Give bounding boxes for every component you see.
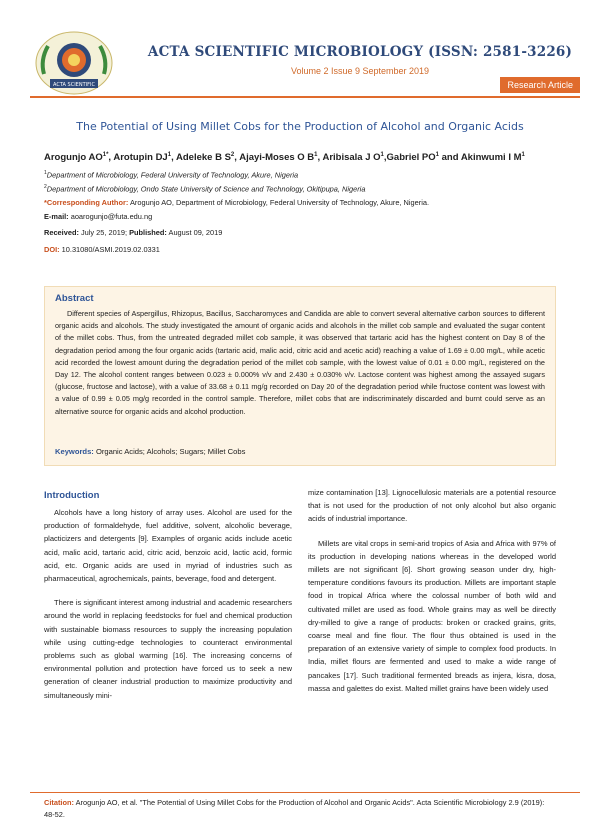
abstract-heading: Abstract <box>55 293 94 304</box>
citation: Citation: Arogunjo AO, et al. "The Potential of Using Millet Cobs for the Production of Alcohol and Organic Acids". Acta Scientific Microbiology 2.9 (2019): 48-52. <box>44 798 545 819</box>
author-name: Aribisala J O <box>322 152 381 164</box>
affiliation-2: $^2$Department of Microbiology, Ondo State University of Science and Technology, Okitipupa, Nigeria <box>44 184 366 194</box>
header-rule <box>30 96 580 98</box>
right-column <box>308 486 556 695</box>
author-list: Arogunjo $AO^{1*}$, Arotupin $DJ^1$, Adeleke B $S^2$, Ajayi-Moses O $B^1$, Aribisala J $O^1,Gabriel$ $PO^1$ and Akinwumi I $M^1$ <box>44 152 525 164</box>
dates-line: Received: July 25, 2019; Published: August 09, 2019 <box>44 228 223 237</box>
corresponding-author: *Corresponding Author: Arogunjo AO, Department of Microbiology, Federal University of Technology, Akure, Nigeria. <box>44 198 430 207</box>
abstract-text: Different species of Aspergillus, Rhizopus, Bacillus, Saccharomyces and Candida are able to convert several alternative carbon sources to different organic acids and alcohols. The study investigated the amount of organic acids and alcohols in the millet cob sample and evaluated the sugar content of the millet cobs. Thus, from the untreated degraded millet cob sample, it was observed that tartaric acid has the highest content on Day 8 of the degradation period among the four organic acids (tartaric acid, malic acid, citric acid and acetic acid) reaching a value of 1.69 ± 0.00 mg/L, while acetic acid recorded the lowest amount during the degradation period of the millet cob sample, with the lowest value of 0.01 ± 0.00 mg/L, registered on the Day 12. The alcohol content ranges between 0.023 ± 0.000% v/v and 2.430 ± 0.030% v/v. Lactose content was highest among the assayed sugars (glucose, fructose and lactose), with a value of 33.68 ± 0.11 mg/g recorded on Day 20 of the degradation period while fructose content was lowest with a value of 0.99 ± 0.05 mg/g recorded in the control sample. Therefore, millet cobs that are indiscriminately discarded and burnt could serve as an alternative source for organic acids and alcohol production. <box>55 309 545 416</box>
introduction-heading: Introduction <box>44 490 100 501</box>
email-link[interactable]: aoarogunjo@futa.edu.ng <box>70 212 153 221</box>
author-name: Ajayi-Moses O B <box>239 152 315 164</box>
author-name: Adeleke B S <box>176 152 231 164</box>
paragraph: Millets are vital crops in semi-arid tropics of Asia and Africa with 97% of its production in developing nations whereas in the developed world millets are not significant [6]. Short growing season under dry, high-temperature conditions favours its production. Millets are important staple food in tropical Africa where the colossal number of both wild and cultivated millet are used as food. Whole grains may as well be directly dry-milled to give a range of products: broken or cracked grains, grits, coarse meal and fine flour. The flour thus obtained is used in the preparation of an extensive variety of simple to complex food products. In India, millet flours are fermented and used to make a wide range of pancakes [17]. Such traditional fermented breads as injera, kisra, dosa, massa and galettes do exist. Malted millet grains have been widely used <box>308 538 556 693</box>
author-name: Akinwumi I M <box>460 152 522 164</box>
doi-link[interactable]: 10.31080/ASMI.2019.02.0331 <box>61 245 160 254</box>
author-name: Arotupin DJ <box>113 152 168 164</box>
journal-logo <box>34 30 114 96</box>
abstract-box <box>44 286 556 466</box>
paragraph: There is significant interest among industrial and academic researchers around the world in replacing feedstocks for fuel and chemical production with sustainable biomass resources to supply the increasing population while using cutting-edge technologies to counteract environmental problems such as global warming [16]. The increasing concerns of environmental pollution and protection have forced us to seek a new generation of cleaner industrial production to maximize productivity and simultaneously mini- <box>44 598 292 700</box>
article-type-badge: Research Article <box>500 77 580 93</box>
issue-info: Volume 2 Issue 9 September 2019 <box>290 66 430 76</box>
keywords-line: Keywords: Organic Acids; Alcohols; Sugars; Millet Cobs <box>55 447 246 456</box>
doi-line: DOI: 10.31080/ASMI.2019.02.0331 <box>44 245 160 254</box>
journal-title: ACTA SCIENTIFIC MICROBIOLOGY (ISSN: 2581-3226) <box>147 44 573 60</box>
author-name: Arogunjo AO <box>44 152 103 164</box>
footer-rule <box>30 792 580 793</box>
logo-text: ACTA SCIENTIFIC <box>53 82 95 88</box>
affiliation-1: $^1$Department of Microbiology, Federal University of Technology, Akure, Nigeria <box>44 170 299 180</box>
paper-title: The Potential of Using Millet Cobs for the Production of Alcohol and Organic Acids <box>76 120 524 133</box>
email-line: E-mail: aoarogunjo@futa.edu.ng <box>44 212 153 221</box>
author-name: Gabriel PO <box>386 152 436 164</box>
left-column <box>44 506 292 702</box>
paragraph: Alcohols have a long history of array uses. Alcohol are used for the production of formaldehyde, fuel additive, solvent, alcoholic beverage, placticizers and detergents [9]. Examples of organic acids include acetic acid, malic acid, tartaric acid, citric acid, benzoic acid, lactic acid, formic acid, etc. Organic acids are used in myriad of industries such as pharmaceutical, agrochemicals, paints, beverage, food and detergent. <box>44 508 292 584</box>
paragraph: mize contamination [13]. Lignocellulosic materials are a potential resource that is not used for the production of not only alcohol but also organic acids of industrial importance. <box>308 488 556 524</box>
